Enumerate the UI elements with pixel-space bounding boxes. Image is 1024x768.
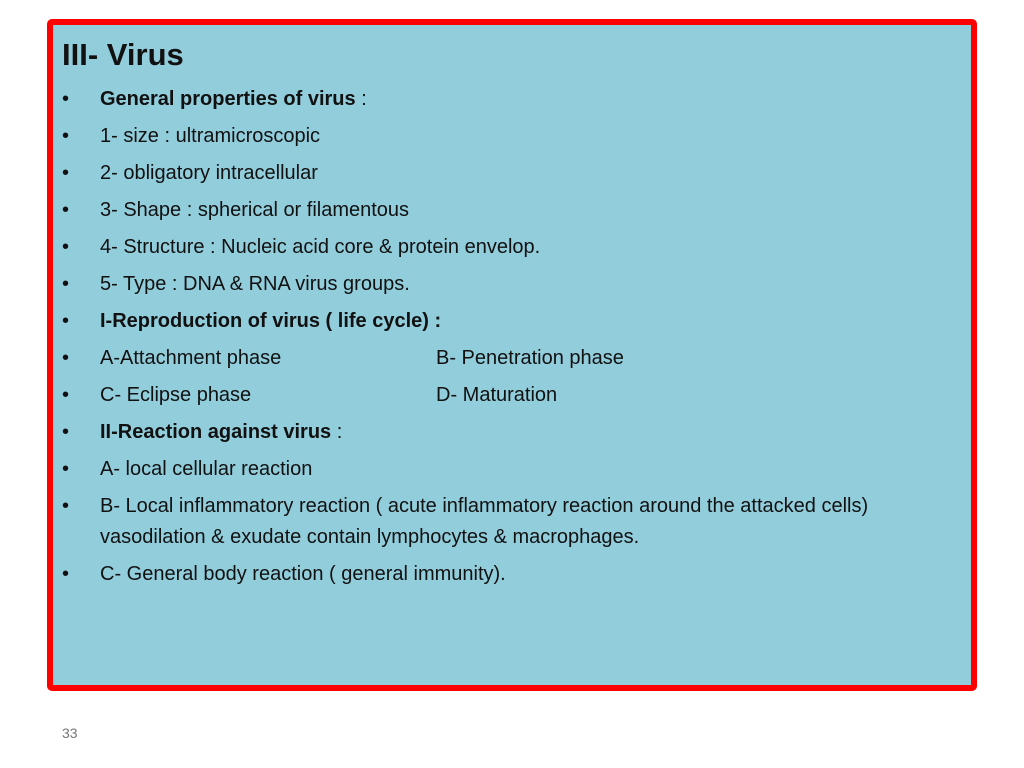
bullet-size: • 1- size : ultramicroscopic — [62, 121, 962, 152]
bullet-list — [62, 84, 962, 596]
reaction-colon: : — [331, 421, 343, 443]
bullet-structure: • 4- Structure : Nucleic acid core & protein envelop. — [62, 232, 962, 263]
slide-title: III- Virus — [62, 37, 184, 72]
general-properties-heading: General properties of virus — [100, 88, 356, 110]
reaction-heading: II-Reaction against virus — [100, 421, 332, 443]
bullet-phases-row-2 — [62, 380, 962, 411]
bullet-reproduction — [62, 306, 962, 337]
maturation-phase: D- Maturation — [436, 384, 558, 406]
eclipse-phase: C- Eclipse phase — [100, 384, 252, 406]
bullet-phases-row-1 — [62, 343, 962, 374]
bullet-obligatory: • 2- obligatory intracellular — [62, 158, 962, 189]
bullet-local-inflammatory: • B- Local inflammatory reaction ( acute inflammatory reaction around the attacked cells) vasodilation & exudate contain lymphocytes & macrophages. — [62, 491, 962, 553]
bullet-local-cellular: • A- local cellular reaction — [62, 454, 962, 485]
attachment-phase: A-Attachment phase — [100, 347, 282, 369]
general-properties-colon: : — [355, 88, 367, 110]
bullet-type: • 5- Type : DNA & RNA virus groups. — [62, 269, 962, 300]
bullet-general-properties — [62, 84, 962, 115]
bullet-reaction — [62, 417, 962, 448]
bullet-general-body: • C- General body reaction ( general immunity). — [62, 559, 962, 590]
page-number: 33 — [62, 725, 78, 741]
penetration-phase: B- Penetration phase — [436, 347, 624, 369]
reproduction-heading: I-Reproduction of virus ( life cycle) : — [100, 310, 442, 332]
bullet-shape: • 3- Shape : spherical or filamentous — [62, 195, 962, 226]
